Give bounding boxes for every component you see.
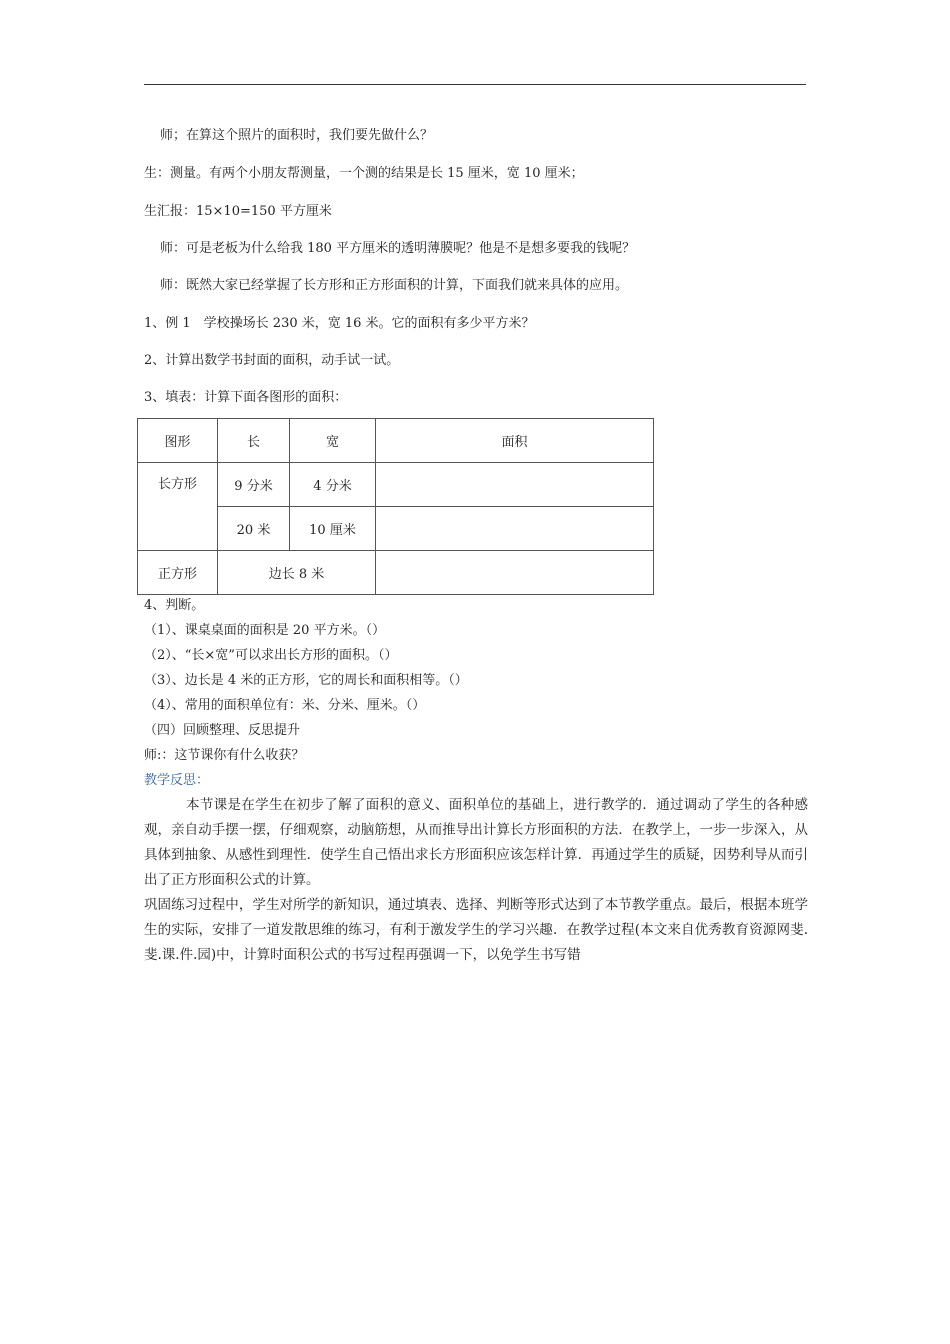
square-area: [376, 551, 654, 595]
square-side: 边长 8 米: [218, 551, 376, 595]
header-width: 宽: [290, 419, 376, 463]
header-area: 面积: [376, 419, 654, 463]
exercise-1: 1、例 1 学校操场长 230 米，宽 16 米。它的面积有多少平方米？: [144, 316, 535, 331]
teacher-question: 师:：这节课你有什么收获？: [144, 748, 305, 763]
dialogue-student-1: 生：测量。有两个小朋友帮测量，一个测的结果是长 15 厘米，宽 10 厘米；: [144, 166, 584, 181]
review-section: （四）回顾整理、反思提升: [144, 723, 301, 738]
rect1-width: 4 分米: [290, 463, 376, 507]
rect2-length: 20 米: [218, 507, 290, 551]
header-rule: [144, 84, 806, 85]
exercise-3: 3、填表：计算下面各图形的面积：: [144, 390, 348, 405]
table-row: [138, 463, 654, 507]
header-shape: 图形: [138, 419, 218, 463]
judge-item-2: （2）、“长×宽”可以求出长方形的面积。（）: [144, 648, 398, 663]
dialogue-student-report: 生汇报：15×10=150 平方厘米: [144, 204, 332, 219]
judge-item-1: （1）、课桌桌面的面积是 20 平方米。（）: [144, 623, 386, 638]
reflection-paragraph-1: 本节课是在学生在初步了解了面积的意义、面积单位的基础上，进行教学的．通过调动了学生的各种感观，亲自动手摆一摆，仔细观察，动脑筋想，从而推导出计算长方形面积的方法．在教学上，一步一步深入，从具体到抽象、从感性到理性．使学生自己悟出求长方形面积应该怎样计算．再通过学生的质疑，因势利导从而引出了正方形面积公式的计算。: [144, 797, 808, 888]
dialogue-teacher-2: 师：可是老板为什么给我 180 平方厘米的透明薄膜呢？他是不是想多要我的钱呢？: [160, 241, 636, 256]
judge-item-3: （3）、边长是 4 米的正方形，它的周长和面积相等。（）: [144, 673, 468, 688]
header-length: 长: [218, 419, 290, 463]
judge-title: 4、判断。: [144, 598, 205, 613]
reflection-text: [144, 793, 808, 968]
dialogue-teacher-3: 师：既然大家已经掌握了长方形和正方形面积的计算，下面我们就来具体的应用。: [160, 278, 629, 293]
table-header-row: [138, 419, 654, 463]
rect1-area: [376, 463, 654, 507]
square-label: 正方形: [138, 551, 218, 595]
reflection-paragraph-2: 巩固练习过程中，学生对所学的新知识，通过填表、选择、判断等形式达到了本节教学重点。最后，根据本班学生的实际，安排了一道发散思维的练习，有利于激发学生的学习兴趣．在教学过程(本文来自优秀教育资源网斐.斐.课.件.园)中，计算时面积公式的书写过程再强调一下，以免学生书写错: [144, 897, 808, 963]
judge-item-4: （4）、常用的面积单位有：米、分米、厘米。（）: [144, 698, 426, 713]
rect1-length: 9 分米: [218, 463, 290, 507]
rect2-width: 10 厘米: [290, 507, 376, 551]
area-table: [137, 418, 654, 595]
rect2-area: [376, 507, 654, 551]
reflection-heading: 教学反思：: [144, 773, 210, 788]
table-row: [138, 551, 654, 595]
rectangle-label: 长方形: [138, 463, 218, 551]
dialogue-teacher-1: 师；在算这个照片的面积时，我们要先做什么？: [160, 128, 434, 143]
exercise-2: 2、计算出数学书封面的面积，动手试一试。: [144, 353, 400, 368]
